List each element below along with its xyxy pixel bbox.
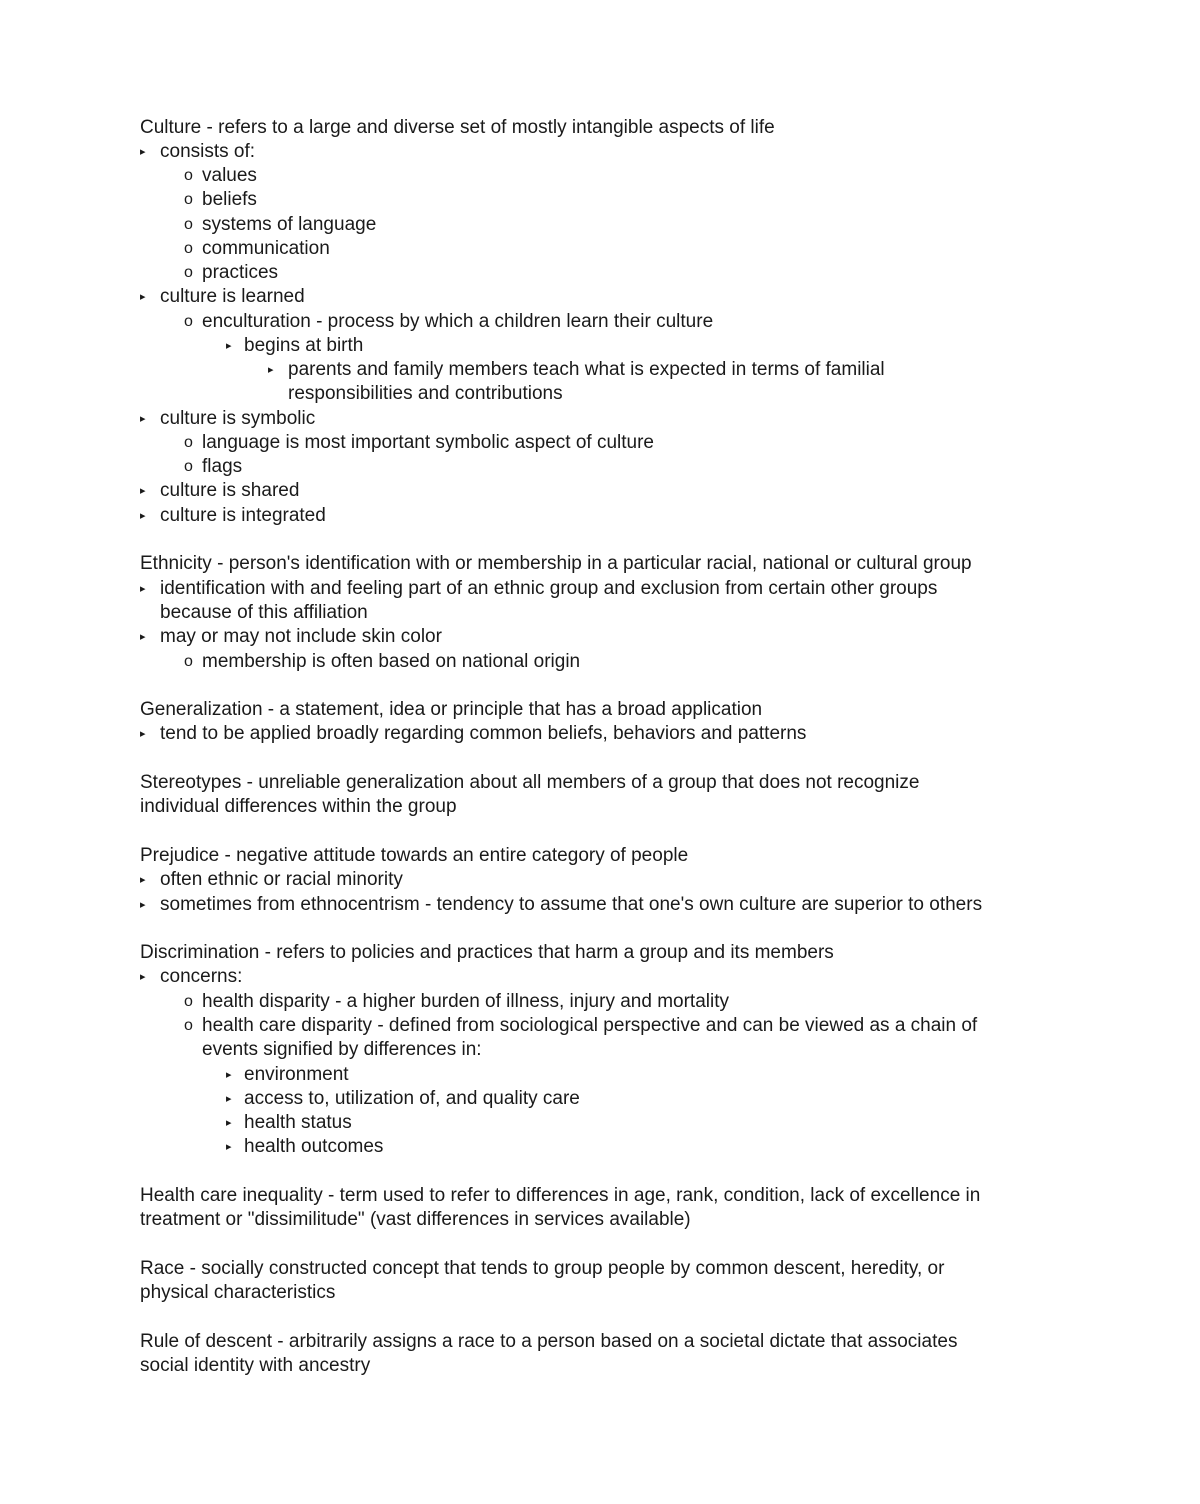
- line-text: Culture - refers to a large and diverse set of mostly intangible aspects of life: [140, 117, 775, 138]
- line-text: membership is often based on national origin: [202, 651, 581, 672]
- line-text: enculturation - process by which a children learn their culture: [202, 311, 714, 332]
- bullet-marker: ▸: [140, 874, 146, 886]
- bullet-marker: ▸: [140, 631, 146, 643]
- line-text: language is most important symbolic aspect of culture: [202, 432, 654, 453]
- bullet-marker: ▸: [140, 899, 146, 911]
- line-text: flags: [202, 456, 243, 477]
- bullet-marker: ▸: [140, 291, 146, 303]
- line-text: health status: [244, 1112, 352, 1133]
- line-text: systems of language: [202, 214, 377, 235]
- bullet-marker: ▸: [140, 146, 146, 158]
- bullet-marker: ▸: [268, 364, 274, 376]
- line-text: treatment or "dissimilitude" (vast differences in services available): [140, 1209, 691, 1230]
- line-text: health outcomes: [244, 1136, 384, 1157]
- bullet-marker: ▸: [226, 1141, 232, 1153]
- line-text: parents and family members teach what is expected in terms of familial: [288, 359, 885, 380]
- bullet-marker: ▸: [226, 340, 232, 352]
- bullet-marker: ▸: [226, 1093, 232, 1105]
- bullet-marker: ▸: [140, 485, 146, 497]
- line-text: environment: [244, 1064, 349, 1085]
- line-text: Rule of descent - arbitrarily assigns a race to a person based on a societal dictate that associates: [140, 1331, 958, 1352]
- bullet-marker: ▸: [140, 583, 146, 595]
- line-text: Stereotypes - unreliable generalization about all members of a group that does not recognize: [140, 772, 920, 793]
- circle-marker: o: [184, 191, 193, 208]
- line-text: identification with and feeling part of an ethnic group and exclusion from certain other groups: [160, 578, 938, 599]
- line-text: culture is learned: [160, 286, 305, 307]
- circle-marker: o: [184, 1017, 193, 1034]
- line-text: begins at birth: [244, 335, 364, 356]
- circle-marker: o: [184, 993, 193, 1010]
- line-text: Generalization - a statement, idea or principle that has a broad application: [140, 699, 763, 720]
- line-text: individual differences within the group: [140, 796, 457, 817]
- line-text: health disparity - a higher burden of illness, injury and mortality: [202, 991, 729, 1012]
- bullet-marker: ▸: [226, 1069, 232, 1081]
- line-text: concerns:: [160, 966, 243, 987]
- line-text: Health care inequality - term used to refer to differences in age, rank, condition, lack of excellence in: [140, 1185, 981, 1206]
- circle-marker: o: [184, 264, 193, 281]
- bullet-marker: ▸: [140, 510, 146, 522]
- bullet-marker: ▸: [140, 971, 146, 983]
- line-text: tend to be applied broadly regarding common beliefs, behaviors and patterns: [160, 723, 807, 744]
- line-text: Ethnicity - person's identification with or membership in a particular racial, national or cultural group: [140, 553, 972, 574]
- bullet-marker: ▸: [226, 1117, 232, 1129]
- line-text: sometimes from ethnocentrism - tendency to assume that one's own culture are superior to others: [160, 894, 983, 915]
- line-text: culture is symbolic: [160, 408, 316, 429]
- line-text: consists of:: [160, 141, 256, 162]
- line-text: access to, utilization of, and quality care: [244, 1088, 580, 1109]
- line-text: culture is integrated: [160, 505, 326, 526]
- line-text: Race - socially constructed concept that tends to group people by common descent, heredity, or: [140, 1258, 945, 1279]
- line-text: Prejudice - negative attitude towards an entire category of people: [140, 845, 689, 866]
- line-text: Discrimination - refers to policies and practices that harm a group and its members: [140, 942, 834, 963]
- bullet-marker: ▸: [140, 728, 146, 740]
- line-text: culture is shared: [160, 480, 300, 501]
- line-text: physical characteristics: [140, 1282, 336, 1303]
- line-text: values: [202, 165, 257, 186]
- line-text: beliefs: [202, 189, 257, 210]
- circle-marker: o: [184, 167, 193, 184]
- line-text: events signified by differences in:: [202, 1039, 482, 1060]
- line-text: may or may not include skin color: [160, 626, 442, 647]
- circle-marker: o: [184, 458, 193, 475]
- circle-marker: o: [184, 240, 193, 257]
- circle-marker: o: [184, 653, 193, 670]
- line-text: social identity with ancestry: [140, 1355, 371, 1376]
- circle-marker: o: [184, 313, 193, 330]
- line-text: health care disparity - defined from sociological perspective and can be viewed as a chain of: [202, 1015, 978, 1036]
- line-text: practices: [202, 262, 279, 283]
- circle-marker: o: [184, 434, 193, 451]
- circle-marker: o: [184, 216, 193, 233]
- line-text: communication: [202, 238, 330, 259]
- line-text: often ethnic or racial minority: [160, 869, 403, 890]
- bullet-marker: ▸: [140, 413, 146, 425]
- line-text: responsibilities and contributions: [288, 383, 563, 404]
- line-text: because of this affiliation: [160, 602, 368, 623]
